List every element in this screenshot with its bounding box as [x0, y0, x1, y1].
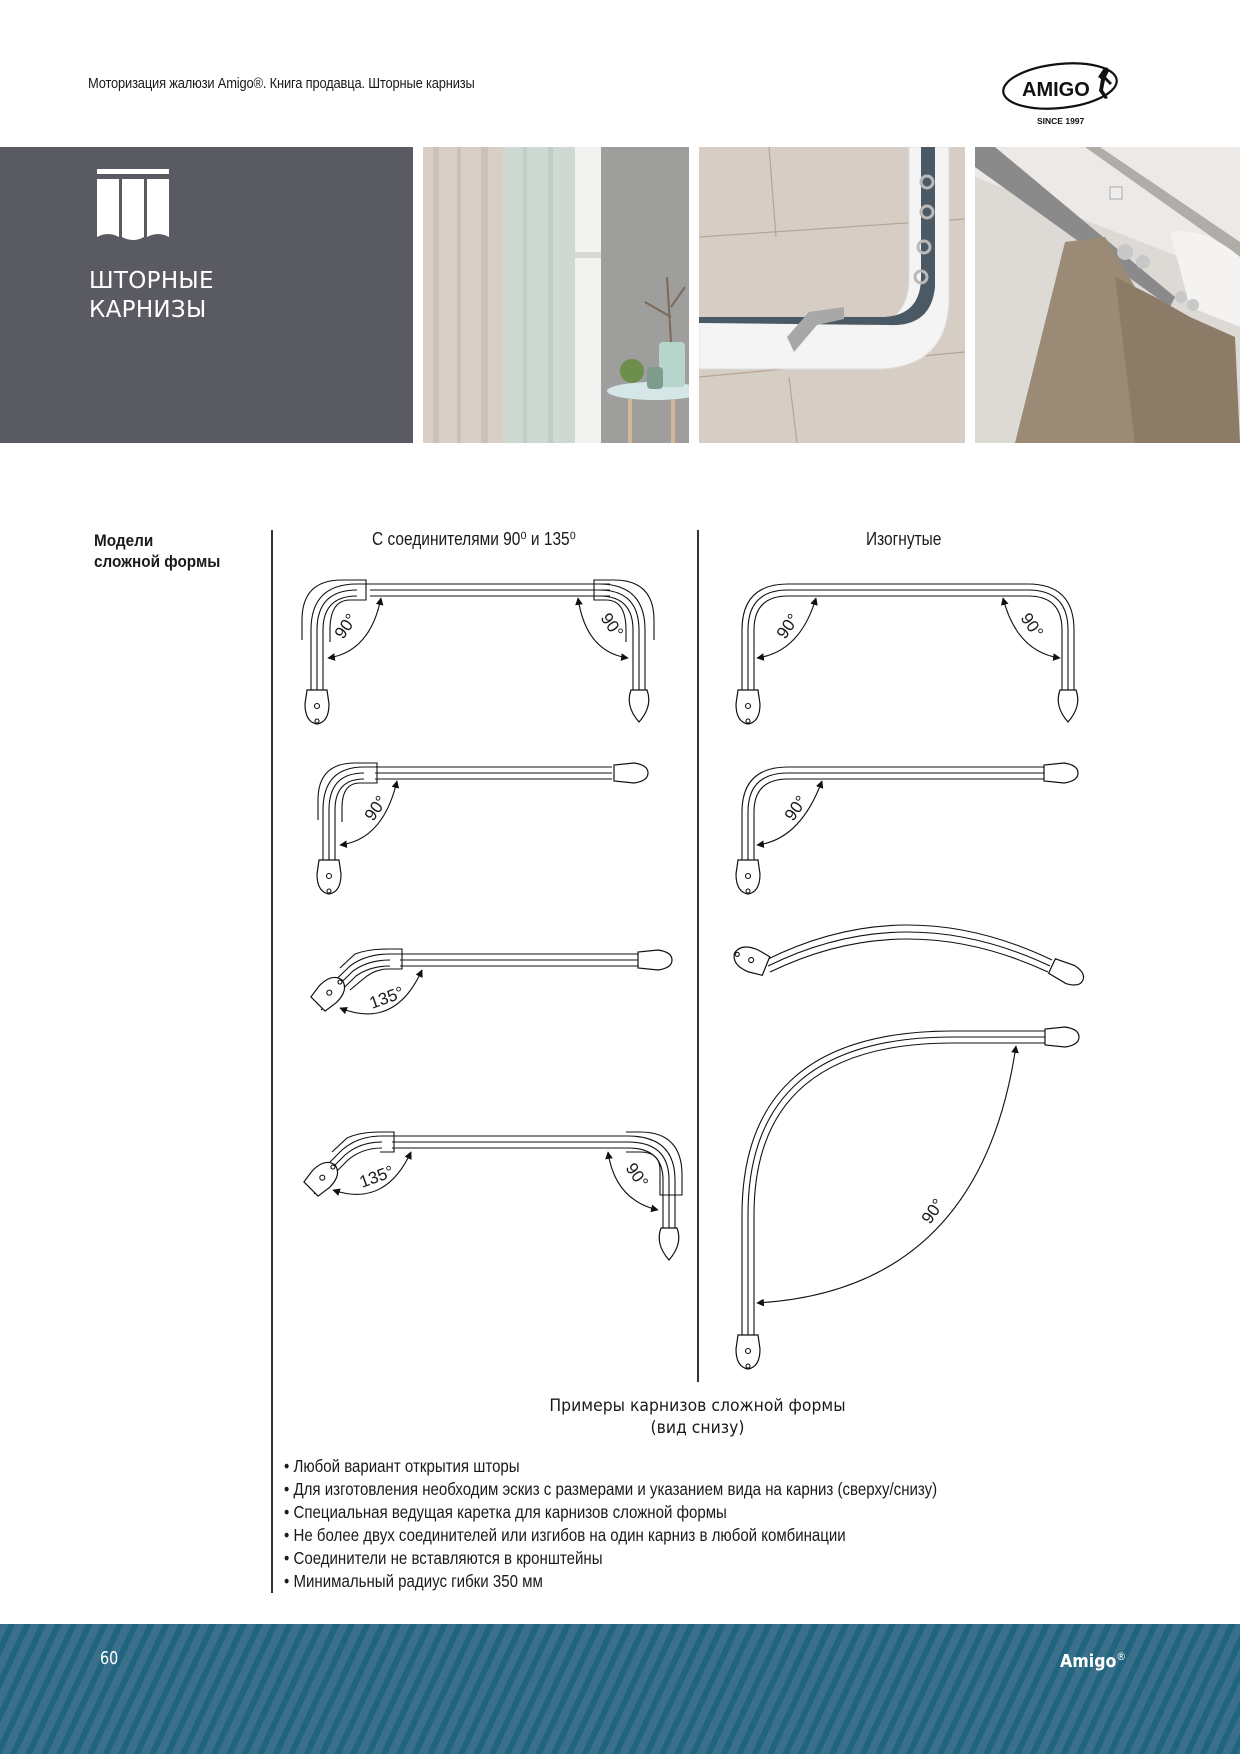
curtain-track-ceiling-photo — [975, 147, 1240, 443]
diagram-curved-u — [736, 584, 1078, 724]
diagram-connector-135 — [310, 949, 672, 1014]
feature-item: • Минимальный радиус гибки 350 мм — [284, 1570, 937, 1593]
diagram-connector-u — [302, 580, 654, 724]
angle-label: 90° — [596, 609, 628, 642]
curved-track-corner-photo — [699, 147, 965, 443]
feature-item: • Специальная ведущая каретка для карнизов сложной формы — [284, 1501, 937, 1524]
angle-label: 90° — [621, 1159, 653, 1192]
sheer-curtains-photo — [423, 147, 689, 443]
section-label: Модели сложной формы — [94, 531, 221, 571]
logo-tagline: SINCE 1997 — [1037, 116, 1085, 126]
angle-label: 90° — [772, 610, 804, 643]
diagram-curved-arc — [730, 925, 1087, 989]
curtain-icon — [97, 169, 169, 241]
diagram-curved-l — [736, 763, 1078, 894]
angle-label: 135° — [366, 982, 407, 1013]
feature-item: • Любой вариант открытия шторы — [284, 1455, 937, 1478]
angle-label: 90° — [360, 792, 392, 825]
feature-item: • Не более двух соединителей или изгибов на один карниз в любой комбинации — [284, 1524, 937, 1547]
angle-label: 90° — [1016, 609, 1048, 642]
logo-brand-text: AMIGO — [1022, 79, 1090, 101]
document-header-title: Моторизация жалюзи Amigo®. Книга продавца. Шторные карнизы — [88, 75, 475, 92]
category-title: ШТОРНЫЕ КАРНИЗЫ — [89, 268, 214, 323]
amigo-logo — [1000, 58, 1130, 130]
footer-brand: Amigo® — [1060, 1650, 1127, 1672]
column-title-connectors: С соединителями 90⁰ и 135⁰ — [372, 529, 576, 549]
column-title-curved: Изогнутые — [866, 529, 942, 549]
category-banner — [0, 147, 413, 443]
feature-item: • Соединители не вставляются в кронштейны — [284, 1547, 937, 1570]
diagram-curved-quarter — [736, 1027, 1079, 1369]
angle-label: 90° — [330, 610, 362, 643]
diagram-connector-135-90 — [303, 1132, 682, 1260]
diagram-caption: Примеры карнизов сложной формы (вид снизу) — [549, 1396, 846, 1438]
angle-label: 90° — [780, 792, 812, 825]
page-number: 60 — [100, 1648, 119, 1669]
page-footer — [0, 1624, 1240, 1754]
diagram-connector-l — [317, 763, 648, 894]
angle-label: 90° — [917, 1195, 949, 1228]
column-divider — [697, 530, 699, 1382]
feature-list — [284, 1455, 937, 1593]
section-divider — [271, 530, 273, 1593]
angle-label: 135° — [356, 1161, 397, 1192]
feature-item: • Для изготовления необходим эскиз с размерами и указанием вида на карниз (сверху/снизу) — [284, 1478, 937, 1501]
